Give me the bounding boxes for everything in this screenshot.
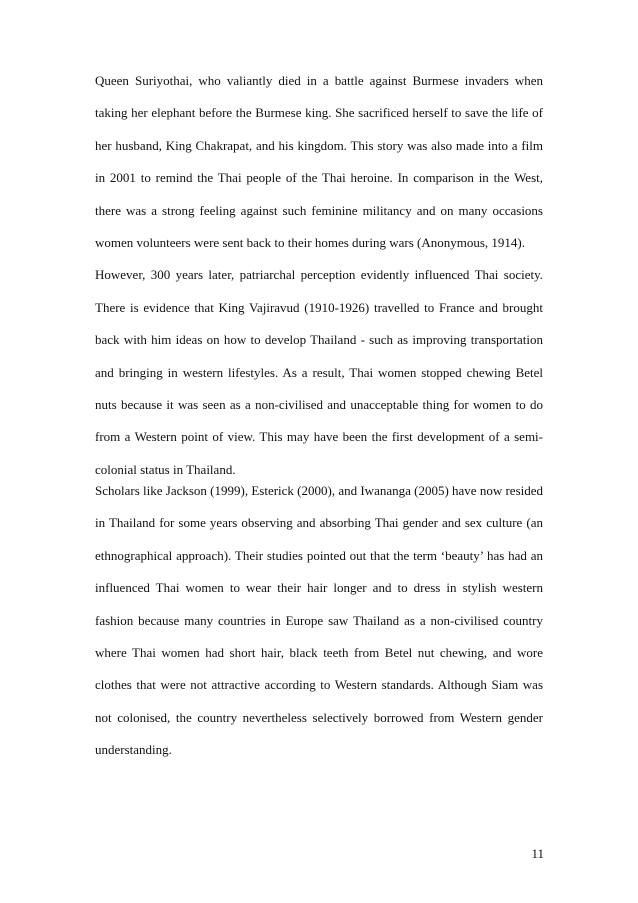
paragraph-line: there was a strong feeling against such feminine militancy and on many occasions — [95, 202, 543, 218]
paragraph-line: Scholars like Jackson (1999), Esterick (2000), and Iwananga (2005) have now resided — [95, 483, 544, 498]
paragraph-line: women volunteers were sent back to their homes during wars (Anonymous, 1914). — [95, 235, 525, 251]
paragraph-line: from a Western point of view. This may have been the first development of a semi- — [95, 429, 543, 445]
paragraph-line: taking her elephant before the Burmese king. She sacrificed herself to save the life of — [95, 105, 543, 121]
paragraph-line: There is evidence that King Vajiravud (1910-1926) travelled to France and brought — [95, 299, 543, 315]
paragraph-1 — [95, 65, 543, 486]
paragraph-line: influenced Thai women to wear their hair longer and to dress in stylish western — [95, 580, 543, 596]
paragraph-2 — [95, 475, 543, 767]
paragraph-line: fashion because many countries in Europe saw Thailand as a non-civilised country — [95, 612, 543, 628]
paragraph-line: where Thai women had short hair, black teeth from Betel nut chewing, and wore — [95, 645, 543, 661]
paragraph-line: Queen Suriyothai, who valiantly died in a battle against Burmese invaders when — [95, 73, 543, 88]
paragraph-line: in Thailand for some years observing and absorbing Thai gender and sex culture (an — [95, 515, 543, 531]
paragraph-line: nuts because it was seen as a non-civilised and unacceptable thing for women to do — [95, 397, 543, 413]
page-number: 11 — [531, 846, 544, 861]
paragraph-line: not colonised, the country nevertheless selectively borrowed from Western gender — [95, 709, 543, 725]
paragraph-line: in 2001 to remind the Thai people of the Thai heroine. In comparison in the West, — [95, 170, 543, 186]
paragraph-line: her husband, King Chakrapat, and his kingdom. This story was also made into a film — [95, 137, 543, 153]
paragraph-line: understanding. — [95, 742, 172, 758]
paragraph-line: clothes that were not attractive according to Western standards. Although Siam was — [95, 677, 543, 693]
paragraph-line: ethnographical approach). Their studies pointed out that the term ‘beauty’ has had an — [95, 547, 543, 563]
paragraph-line: colonial status in Thailand. — [95, 461, 236, 477]
paragraph-line: However, 300 years later, patriarchal perception evidently influenced Thai society. — [95, 267, 543, 283]
paragraph-line: back with him ideas on how to develop Thailand - such as improving transportation — [95, 332, 543, 348]
paragraph-line: and bringing in western lifestyles. As a result, Thai women stopped chewing Betel — [95, 364, 543, 380]
